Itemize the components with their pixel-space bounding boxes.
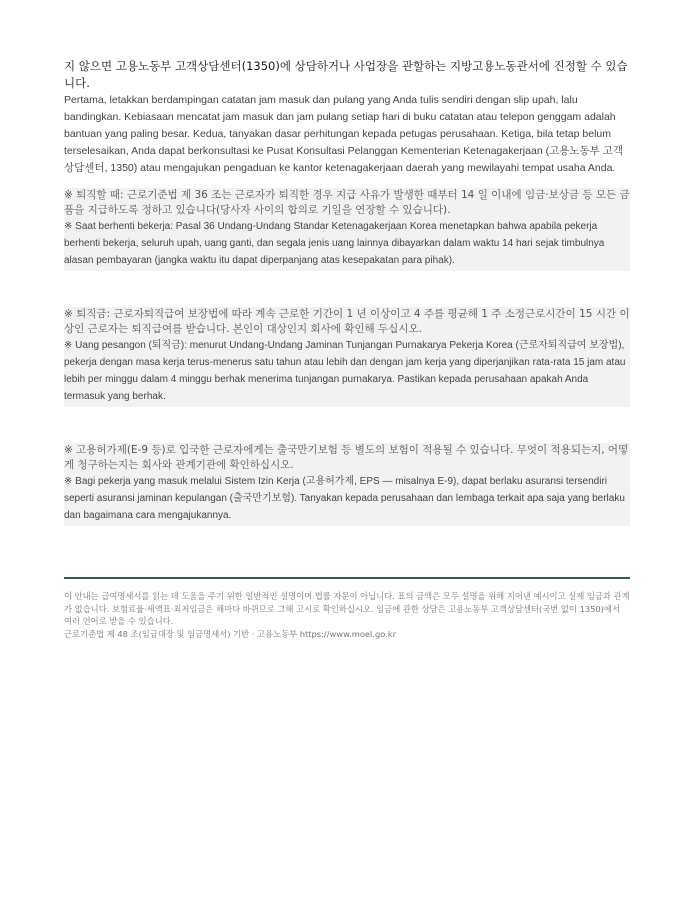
footer-source: 근로기준법 제 48 조(임금대장 및 임금명세서) 기반 · 고용노동부 https://www.moel.go.kr [64, 628, 396, 639]
note-korean-text: ※ 퇴직금: 근로자퇴직급여 보장법에 따라 계속 근로한 기간이 1 년 이상이고 4 주를 평균해 1 주 소정근로시간이 15 시간 이상인 근로자는 퇴직급여를 받습니다. 본인이 대상인지 회사에 확인해 두십시오. [64, 308, 630, 335]
note-korean-text: ※ 퇴직할 때: 근로기준법 제 36 조는 근로자가 퇴직한 경우 지급 사유가 발생한 때부터 14 일 이내에 임금·보상금 등 모든 금품을 지급하도록 정하고 있습니다(당사자 사이의 합의로 기일을 연장할 수 있습니다). [64, 189, 630, 216]
document-body [64, 58, 630, 526]
note-indonesian-text: ※ Saat berhenti bekerja: Pasal 36 Undang-Undang Standar Ketenagakerjaan Korea menetapkan bahwa apabila pekerja berhenti bekerja, seluruh upah, uang ganti, dan segala jenis uang lainnya dibayarkan dalam waktu 14 hari sejak timbulnya alasan pembayaran (jangka waktu itu dapat diperpanjang atas kesepakatan para pihak). [64, 221, 605, 266]
note-box-severance [64, 307, 630, 407]
footer-divider [64, 577, 630, 579]
intro-korean-paragraph: 지 않으면 고용노동부 고객상담센터(1350)에 상담하거나 사업장을 관할하는 지방고용노동관서에 진정할 수 있습니다. [64, 59, 628, 90]
note-indonesian-text: ※ Uang pesangon (퇴직금): menurut Undang-Undang Jaminan Tunjangan Purnakarya Pekerja Korea (근로자퇴직급여 보장법), pekerja dengan masa kerja terus-menerus satu tahun atau lebih dan dengan jam kerja yang diperjanjikan rata-rata 15 jam atau lebih per minggu dalam 4 minggu berhak menerima tunjangan purnakarya. Pastikan kepada perusahaan apakah Anda termasuk yang berhak. [64, 340, 626, 402]
note-korean-text: ※ 고용허가제(E-9 등)로 입국한 근로자에게는 출국만기보험 등 별도의 보험이 적용될 수 있습니다. 무엇이 적용되는지, 어떻게 청구하는지는 회사와 관계기관에 확인하십시오. [64, 444, 629, 471]
intro-indonesian-paragraph: Pertama, letakkan berdampingan catatan jam masuk dan pulang yang Anda tulis sendiri dengan slip upah, lalu bandingkan. Kebiasaan mencatat jam masuk dan jam pulang setiap hari di buku catatan atau telepon genggam adalah bantuan yang paling besar. Kedua, tanyakan dasar perhitungan kepada petugas perusahaan. Ketiga, bila tetap belum terselesaikan, Anda dapat berkonsultasi ke Pusat Konsultasi Pelanggan Kementerian Ketenagakerjaan (고용노동부 고객상담센터, 1350) atau mengajukan pengaduan ke kantor ketenagakerjaan daerah yang mewilayahi tempat usaha Anda. [64, 94, 623, 174]
note-box-eps-insurance [64, 443, 630, 526]
note-box-resignation [64, 188, 630, 271]
note-indonesian-text: ※ Bagi pekerja yang masuk melalui Sistem Izin Kerja (고용허가제, EPS — misalnya E-9), dapat berlaku asuransi tersendiri seperti asuransi jaminan kepulangan (출국만기보험). Tanyakan kepada perusahaan dan lembaga terkait apa saja yang berlaku dan bagaimana cara mengajukannya. [64, 476, 625, 521]
footer-disclaimer: 이 안내는 급여명세서를 읽는 데 도움을 주기 위한 일반적인 설명이며 법률 자문이 아닙니다. 표의 금액은 모두 설명을 위해 지어낸 예시이고 실제 임금과 관계가 없습니다. 보험료율·세액표·최저임금은 해마다 바뀌므로 그해 고시로 확인하십시오. 임금에 관한 상담은 고용노동부 고객상담센터(국번 없이 1350)에서 여러 언어로 받을 수 있습니다. [64, 591, 630, 626]
footer [64, 590, 630, 640]
